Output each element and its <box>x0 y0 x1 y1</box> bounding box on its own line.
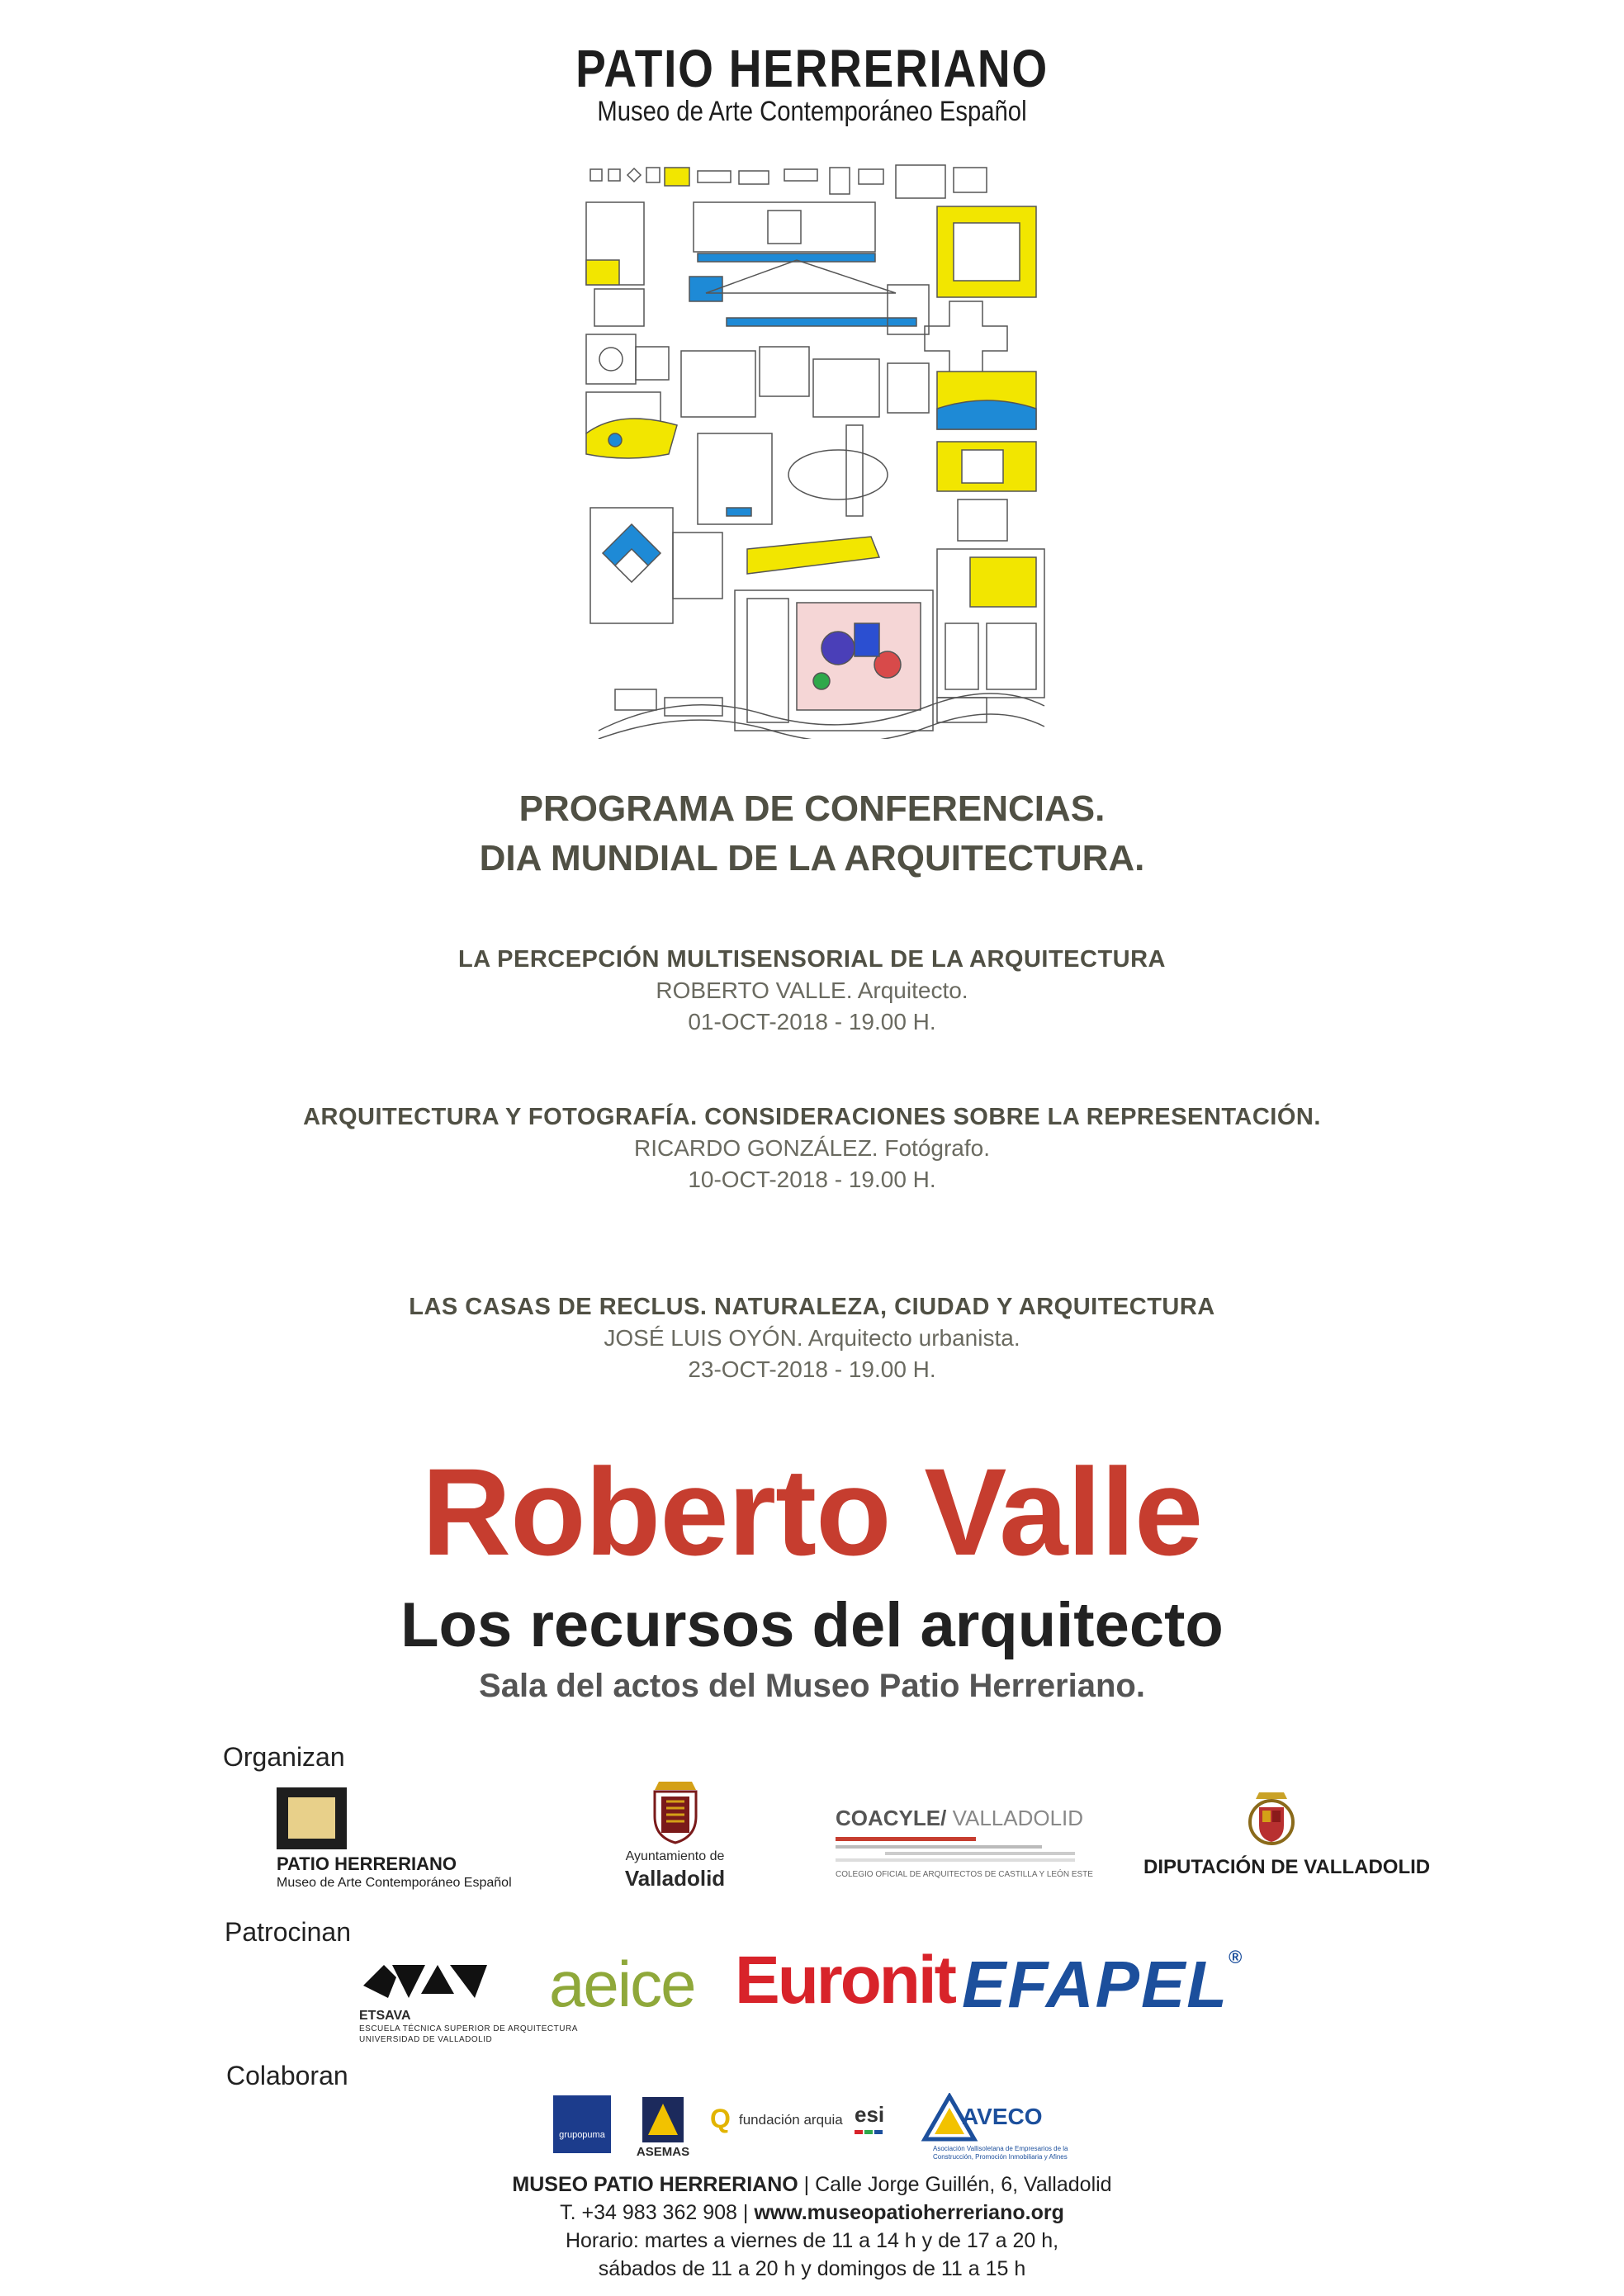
grupopuma-label: grupopuma <box>559 2130 605 2140</box>
etsava-line1: ESCUELA TÉCNICA SUPERIOR DE ARQUITECTURA <box>359 2024 578 2033</box>
program-title-line2: DIA MUNDIAL DE LA ARQUITECTURA. <box>479 838 1145 878</box>
lecture-3-date: 23-OCT-2018 - 19.00 H. <box>688 1356 936 1382</box>
brand-subtitle: Museo de Arte Contemporáneo Español <box>597 96 1027 127</box>
lecture-2-date: 10-OCT-2018 - 19.00 H. <box>688 1167 936 1192</box>
aeice-logo: aeice <box>549 1948 695 2020</box>
patio-herreriano-logo-title: PATIO HERRERIANO <box>277 1853 457 1874</box>
footer-hours-line1: Horario: martes a viernes de 11 a 14 h y de 17 a 20 h, <box>565 2229 1059 2252</box>
organizers-heading: Organizan <box>223 1742 345 1772</box>
euronit-logo: Euronit <box>735 1943 954 2018</box>
lecture-2-title: ARQUITECTURA Y FOTOGRAFÍA. CONSIDERACIONES SOBRE LA REPRESENTACIÓN. <box>303 1104 1321 1130</box>
footer-museum-name: MUSEO PATIO HERRERIANO <box>512 2173 798 2196</box>
coacyle-label: COACYLE/ <box>836 1806 947 1830</box>
footer-website-link[interactable]: www.museopatioherreriano.org <box>754 2201 1064 2224</box>
footer-address-line <box>0 2173 1624 2197</box>
efapel-logo <box>962 1947 1243 2023</box>
coacyle-logo <box>836 1806 1083 1831</box>
asemas-label: ASEMAS <box>636 2145 690 2159</box>
lecture-1-title: LA PERCEPCIÓN MULTISENSORIAL DE LA ARQUITECTURA <box>458 946 1166 973</box>
diputacion-coat-of-arms-icon <box>1243 1787 1300 1849</box>
etsava-label: ETSAVA <box>359 2009 411 2023</box>
grupopuma-logo <box>553 2095 611 2153</box>
aveco-fullname-1: Asociación Vallisoletana de Empresarios de la <box>933 2145 1068 2152</box>
efapel-label: EFAPEL <box>962 1948 1229 2021</box>
lecture-3-speaker: JOSÉ LUIS OYÓN. Arquitecto urbanista. <box>604 1325 1020 1351</box>
lecture-2-speaker: RICARDO GONZÁLEZ. Fotógrafo. <box>634 1135 990 1161</box>
arquia-q-icon: Q <box>710 2104 731 2133</box>
efapel-registered-mark: ® <box>1229 1947 1244 1967</box>
esi-color-bar <box>855 2130 888 2138</box>
coacyle-fullname: COLEGIO OFICIAL DE ARQUITECTOS DE CASTILLA Y LEÓN ESTE <box>836 1870 1093 1879</box>
aveco-label: AVECO <box>962 2104 1043 2129</box>
ayuntamiento-label: Ayuntamiento de <box>625 1849 725 1863</box>
exhibition-name: Roberto Valle <box>421 1442 1203 1581</box>
coacyle-bars <box>836 1837 1075 1867</box>
etsava-line2: UNIVERSIDAD DE VALLADOLID <box>359 2035 493 2044</box>
valladolid-label: Valladolid <box>624 1866 726 1891</box>
aveco-fullname-2: Construcción, Promoción Inmobiliaria y Afines <box>933 2153 1068 2161</box>
footer-phone: T. +34 983 362 908 | <box>560 2201 755 2224</box>
program-title-line1: PROGRAMA DE CONFERENCIAS. <box>518 788 1106 829</box>
patio-herreriano-logo-mark <box>277 1787 347 1849</box>
sponsors-heading: Patrocinan <box>225 1917 351 1947</box>
esi-label: esi <box>855 2102 885 2127</box>
brand-title: PATIO HERRERIANO <box>575 39 1049 98</box>
footer-hours-line2: sábados de 11 a 20 h y domingos de 11 a 15 h <box>598 2257 1026 2280</box>
valladolid-coat-of-arms-icon <box>646 1775 704 1845</box>
lecture-1-date: 01-OCT-2018 - 19.00 H. <box>688 1009 936 1034</box>
lecture-3-title: LAS CASAS DE RECLUS. NATURALEZA, CIUDAD Y ARQUITECTURA <box>409 1294 1215 1320</box>
footer-address: | Calle Jorge Guillén, 6, Valladolid <box>798 2173 1112 2196</box>
exhibition-subtitle: Los recursos del arquitecto <box>400 1590 1224 1660</box>
collaborators-heading: Colaboran <box>226 2061 348 2090</box>
footer-contact-line <box>0 2201 1624 2225</box>
architectural-plans-collage <box>582 161 1053 739</box>
lecture-1-speaker: ROBERTO VALLE. Arquitecto. <box>656 978 968 1003</box>
asemas-logo-icon <box>642 2097 684 2142</box>
etsava-logo-mark <box>359 1957 495 2006</box>
diputacion-label: DIPUTACIÓN DE VALLADOLID <box>1143 1856 1431 1878</box>
coacyle-valladolid-label: VALLADOLID <box>946 1806 1084 1830</box>
patio-herreriano-logo-subtitle: Museo de Arte Contemporáneo Español <box>277 1876 512 1890</box>
arquia-label: fundación arquia <box>739 2112 843 2128</box>
exhibition-venue: Sala del actos del Museo Patio Herreriano. <box>479 1668 1145 1704</box>
